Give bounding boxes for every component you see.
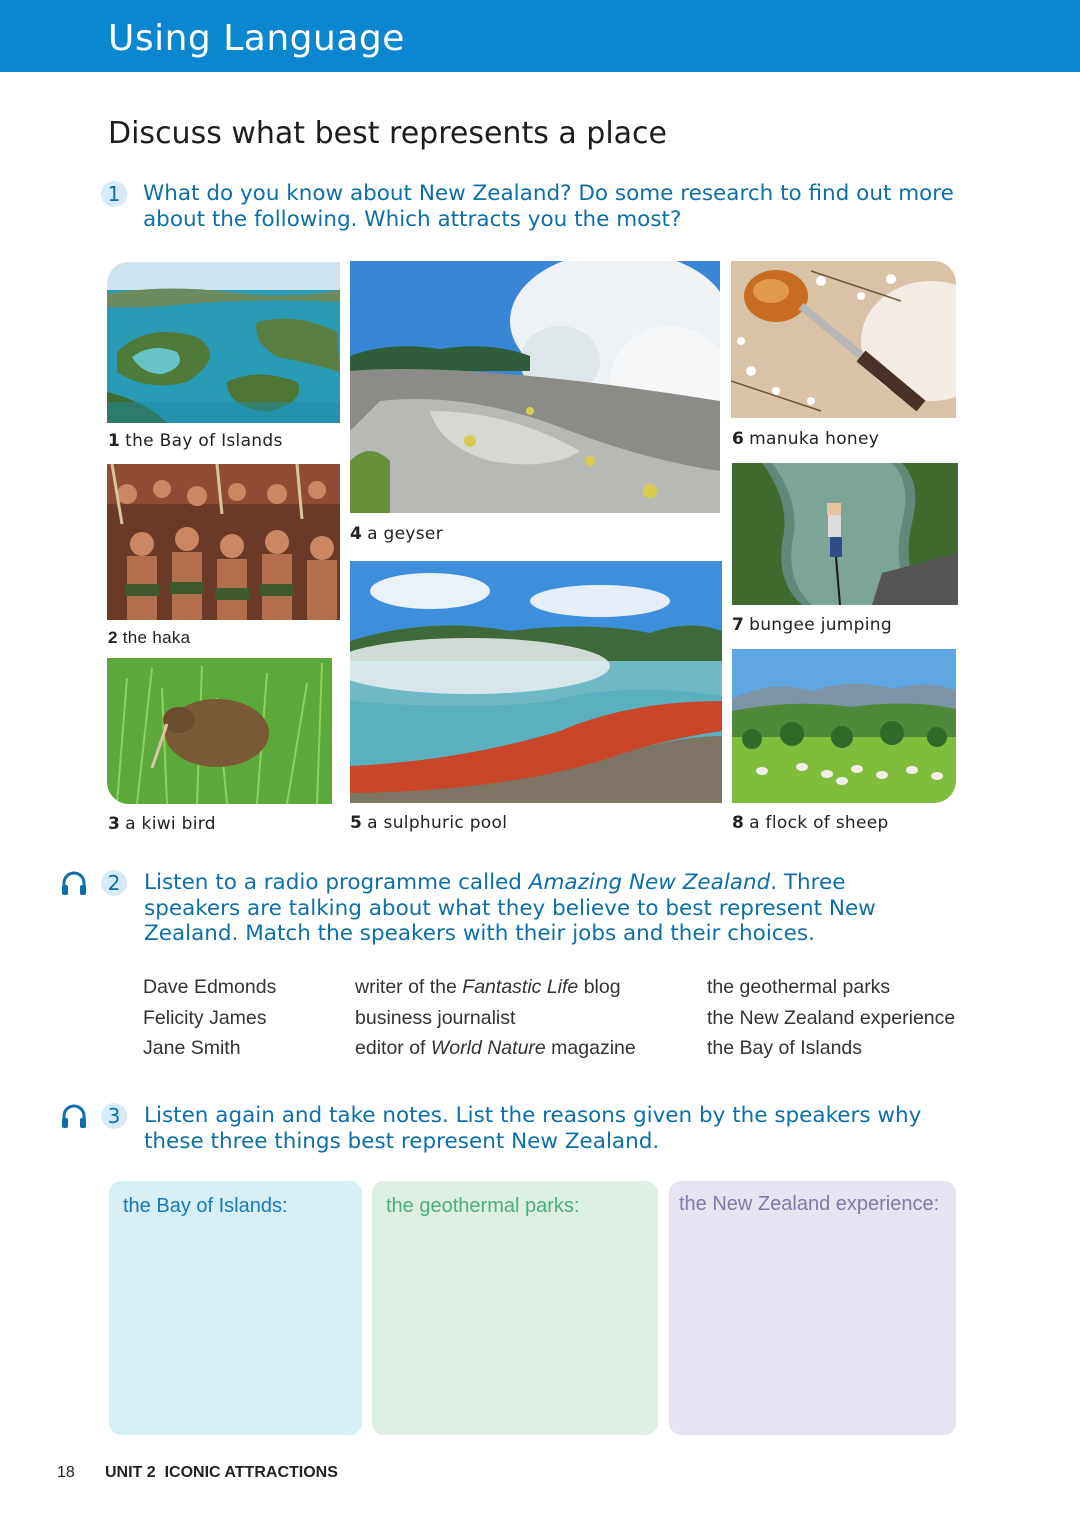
job-item: editor of World Nature magazine <box>355 1037 636 1059</box>
unit-label: UNIT 2 ICONIC ATTRACTIONS <box>105 1464 338 1481</box>
choice-item: the New Zealand experience <box>707 1006 956 1029</box>
choice-item: the geothermal parks <box>707 976 891 998</box>
caption-6: 6 manuka honey <box>732 429 880 449</box>
photo-flock-of-sheep <box>732 649 956 803</box>
task3-text: Listen again and take notes. List the reasons given by the speakers why these three things best represent New Zealand. <box>144 1103 922 1154</box>
caption-8: 8 a flock of sheep <box>732 813 889 833</box>
notes-label: the New Zealand experience: <box>679 1193 940 1215</box>
task1-number: 1 <box>101 181 127 207</box>
caption-3: 3 a kiwi bird <box>108 814 216 834</box>
headphones-icon[interactable] <box>60 869 88 897</box>
section-title: Discuss what best represents a place <box>108 116 667 151</box>
header-title: Using Language <box>108 18 405 59</box>
speaker-name: Jane Smith <box>143 1037 241 1059</box>
photo-geyser <box>350 261 720 513</box>
caption-2: 2 the haka <box>108 628 191 647</box>
notes-box-bay-of-islands[interactable] <box>109 1181 362 1435</box>
caption-5: 5 a sulphuric pool <box>350 813 508 833</box>
caption-4: 4 a geyser <box>350 524 443 544</box>
jobs-column <box>355 972 636 1064</box>
notes-label: the Bay of Islands: <box>123 1195 288 1217</box>
task3-number: 3 <box>101 1103 127 1129</box>
notes-box-geothermal-parks[interactable] <box>372 1181 658 1435</box>
headphones-icon[interactable] <box>60 1102 88 1130</box>
speaker-name: Felicity James <box>143 1006 267 1029</box>
caption-7: 7 bungee jumping <box>732 615 892 635</box>
photo-manuka-honey <box>731 261 956 418</box>
photo-sulphuric-pool <box>350 561 722 803</box>
photo-kiwi-bird <box>107 658 332 804</box>
speakers-column <box>143 972 276 1064</box>
choices-column <box>707 972 955 1064</box>
photo-bungee-jumping <box>732 463 958 605</box>
photo-haka <box>107 464 340 620</box>
notes-box-nz-experience[interactable] <box>669 1181 956 1435</box>
photo-bay-of-islands <box>107 262 340 423</box>
task1-text: What do you know about New Zealand? Do some research to find out more about the following. Which attracts you the most? <box>143 181 954 232</box>
task2-text: Listen to a radio programme called Amazing New Zealand. Three speakers are talking about what they believe to best represent New Zealand. Match the speakers with their jobs and their choices. <box>144 870 876 946</box>
choice-item: the Bay of Islands <box>707 1037 863 1059</box>
speaker-name: Dave Edmonds <box>143 976 277 998</box>
notes-label: the geothermal parks: <box>386 1195 580 1217</box>
caption-1: 1 the Bay of Islands <box>108 431 283 451</box>
page-number: 18 <box>57 1464 75 1481</box>
job-item: writer of the Fantastic Life blog <box>355 976 621 998</box>
task2-number: 2 <box>101 870 127 896</box>
job-item: business journalist <box>355 1006 516 1029</box>
